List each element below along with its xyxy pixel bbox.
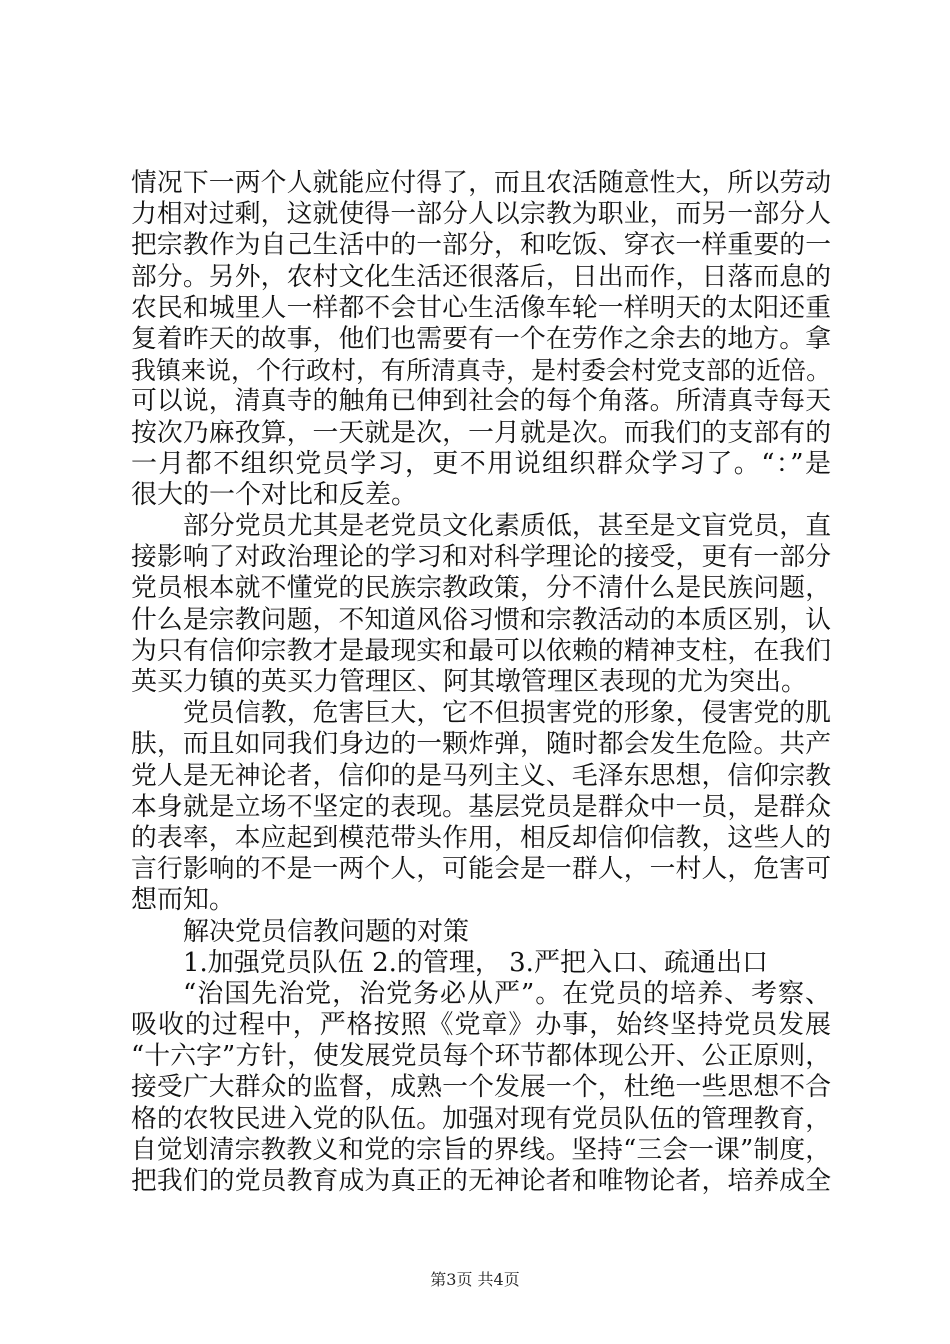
- text-line: 接影响了对政治理论的学习和对科学理论的接受，更有一部分: [131, 542, 831, 573]
- text-line: 想而知。: [131, 885, 236, 916]
- text-line: 部分党员尤其是老党员文化素质低，甚至是文盲党员，直: [183, 511, 831, 542]
- text-line: 情况下一两个人就能应付得了，而且农活随意性大，所以劳动: [131, 168, 831, 198]
- text-line: 言行影响的不是一两个人，可能会是一群人，一村人，危害可: [131, 854, 831, 885]
- text-line: 可以说，清真寺的触角已伸到社会的每个角落。所清真寺每天: [131, 386, 831, 417]
- text-line: 复着昨天的故事，他们也需要有一个在劳作之余去的地方。拿: [131, 323, 831, 354]
- body-text: [131, 168, 831, 1197]
- text-line: 党员根本就不懂党的民族宗教政策，分不清什么是民族问题，: [131, 573, 831, 604]
- section-heading: 解决党员信教问题的对策: [183, 916, 470, 947]
- text-line: 肤，而且如同我们身边的一颗炸弹，随时都会发生危险。共产: [131, 729, 831, 760]
- text-line: 按次乃麻孜算，一天就是次，一月就是次。而我们的支部有的: [131, 417, 831, 448]
- text-line: 把我们的党员教育成为真正的无神论者和唯物论者，培养成全: [131, 1166, 831, 1196]
- text-line: 部分。另外，农村文化生活还很落后，日出而作，日落而息的: [131, 261, 831, 292]
- text-line: 吸收的过程中，严格按照《党章》办事，始终坚持党员发展: [131, 1010, 831, 1041]
- text-line: 一月都不组织党员学习，更不用说组织群众学习了。“：”是: [131, 448, 831, 479]
- text-line: 力相对过剩，这就使得一部分人以宗教为职业，而另一部分人: [131, 199, 831, 230]
- text-line: 接受广大群众的监督，成熟一个发展一个，杜绝一些思想不合: [131, 1072, 831, 1103]
- page-number-footer: 第3页 共4页: [430, 1270, 520, 1289]
- text-line: 自觉划清宗教教义和党的宗旨的界线。坚持“三会一课”制度，: [131, 1134, 831, 1165]
- text-line: 的表率，本应起到模范带头作用，相反却信仰信教，这些人的: [131, 822, 831, 853]
- text-line: 什么是宗教问题，不知道风俗习惯和宗教活动的本质区别，认: [131, 604, 831, 635]
- text-line: 很大的一个对比和反差。: [131, 479, 418, 510]
- text-line: 为只有信仰宗教才是最现实和最可以依赖的精神支柱，在我们: [131, 635, 831, 666]
- text-line: 本身就是立场不坚定的表现。基层党员是群众中一员，是群众: [131, 791, 831, 822]
- text-line: 英买力镇的英买力管理区、阿其墩管理区表现的尤为突出。: [131, 667, 808, 697]
- text-line: 党人是无神论者，信仰的是马列主义、毛泽东思想，信仰宗教: [131, 760, 831, 791]
- text-line: 格的农牧民进入党的队伍。加强对现有党员队伍的管理教育，: [131, 1103, 831, 1134]
- text-line: 农民和城里人一样都不会甘心生活像车轮一样明天的太阳还重: [131, 292, 831, 323]
- text-line: “治国先治党，治党务必从严”。在党员的培养、考察、: [183, 978, 831, 1009]
- text-line: “十六字”方针，使发展党员每个环节都体现公开、公正原则，: [131, 1041, 831, 1072]
- text-line: 把宗教作为自己生活中的一部分，和吃饭、穿衣一样重要的一: [131, 230, 831, 261]
- text-line: 我镇来说，个行政村，有所清真寺，是村委会村党支部的近倍。: [131, 356, 831, 386]
- subsection-heading: 1.加强党员队伍 2.的管理， 3.严把入口、疏通出口: [183, 947, 768, 978]
- text-line: 党员信教，危害巨大，它不但损害党的形象，侵害党的肌: [183, 698, 831, 729]
